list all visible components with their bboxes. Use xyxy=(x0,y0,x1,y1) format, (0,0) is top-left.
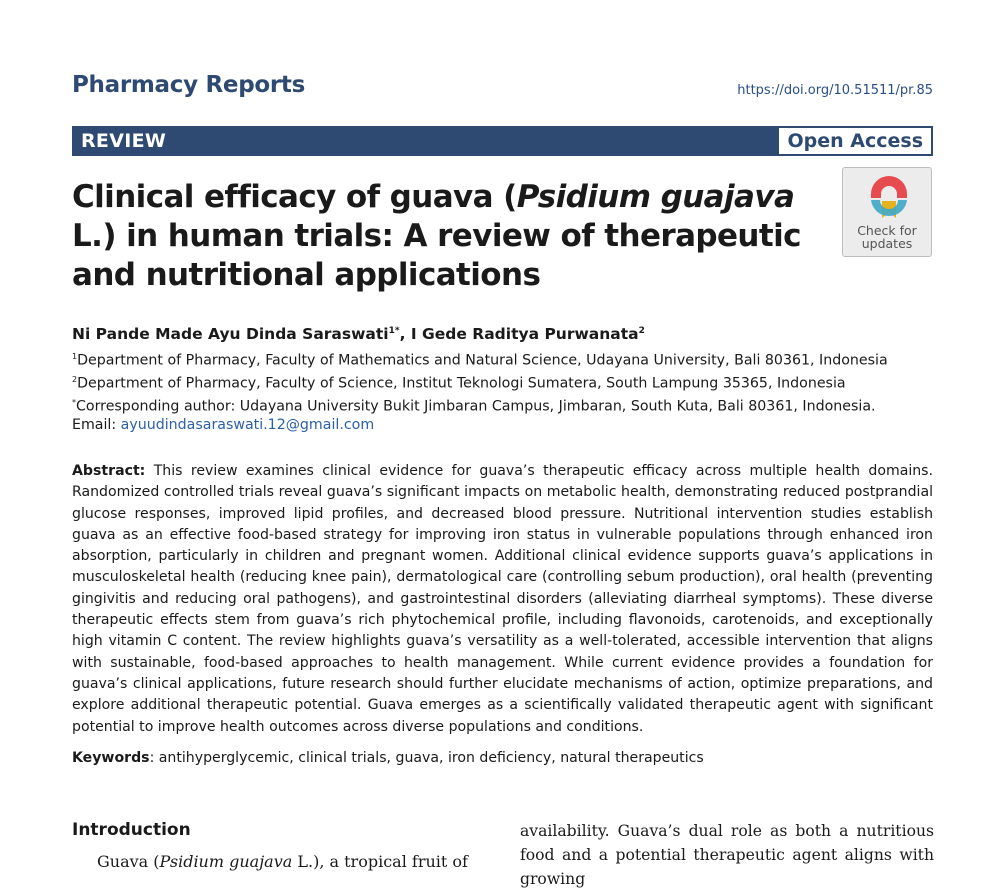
email-link[interactable]: ayuudindasaraswati.12@gmail.com xyxy=(120,417,375,433)
author-2-affiliation: 2 xyxy=(638,325,645,336)
article-type-label: REVIEW xyxy=(81,130,167,152)
email-label: Email: xyxy=(72,417,121,433)
intro-left-column: Guava (Psidium guajava L.), a tropical fruit of xyxy=(97,852,468,871)
article-type-banner xyxy=(72,126,933,156)
author-1-affiliation: 1* xyxy=(388,325,400,336)
article-title xyxy=(72,178,812,295)
intro-species: Psidium guajava xyxy=(159,852,293,871)
keywords xyxy=(72,750,704,766)
check-for-updates-label: Check for updates xyxy=(857,223,917,251)
title-part-2: L.) in human trials: A review of therapeutic and nutritional applications xyxy=(72,218,801,293)
affiliation-2: $^2$Department of Pharmacy, Faculty of Science, Institut Teknologi Sumatera, South Lampung 35365, Indonesia xyxy=(72,375,846,392)
abstract-label: Abstract: xyxy=(72,463,146,479)
author-2: I Gede Raditya Purwanata xyxy=(410,325,639,343)
title-species: Psidium guajava xyxy=(516,179,795,215)
check-for-updates-button[interactable] xyxy=(842,167,932,257)
doi-link[interactable]: https://doi.org/10.51511/pr.85 xyxy=(737,83,933,98)
author-list: Ni Pande Made Ayu Dinda Saraswati$^{1*}$, I Gede Raditya Purwanata$^2$ xyxy=(72,325,645,343)
title-part-1: Clinical efficacy of guava ( xyxy=(72,179,517,215)
journal-name: Pharmacy Reports xyxy=(72,72,306,98)
abstract-text: This review examines clinical evidence for guava’s therapeutic efficacy across multiple health domains. Randomized controlled trials reveal guava’s significant impacts on metabolic health, demonstrating reduced postprandial glucose responses, improved lipid profiles, and decreased blood pressure. Nutritional intervention studies establish guava as an effective food-based strategy for improving iron status in vulnerable populations through enhanced iron absorption, particularly in children and pregnant women. Additional clinical evidence supports guava’s applications in musculoskeletal health (reducing knee pain), dermatological care (controlling sebum production), oral health (preventing gingivitis and reducing oral pathogens), and gastrointestinal disorders (alleviating diarrheal symptoms). These diverse therapeutic effects stem from guava’s rich phytochemical profile, including flavonoids, carotenoids, and exceptionally high vitamin C content. The review highlights guava’s versatility as a well-tolerated, accessible intervention that aligns with sustainable, food-based approaches to health management. While current evidence provides a foundation for guava’s clinical applications, future research should further elucidate mechanisms of action, optimize preparations, and explore additional therapeutic potential. Guava emerges as a scientifically validated therapeutic agent with significant potential to improve health outcomes across diverse populations and conditions. xyxy=(72,463,933,735)
abstract xyxy=(72,461,933,738)
keywords-text: : antihyperglycemic, clinical trials, guava, iron deficiency, natural therapeutics xyxy=(149,750,704,766)
affiliation-1: $^1$Department of Pharmacy, Faculty of Mathematics and Natural Science, Udayana University, Bali 80361, Indonesia xyxy=(72,352,888,369)
author-1: Ni Pande Made Ayu Dinda Saraswati xyxy=(72,325,389,343)
email-line xyxy=(72,417,374,433)
intro-right-column: availability. Guava’s dual role as both a nutritious food and a potential therapeutic agent aligns with growing xyxy=(520,822,934,888)
corresponding-author: *Corresponding author: Udayana University Bukit Jimbaran Campus, Jimbaran, South Kuta, Bali 80361, Indonesia. xyxy=(72,398,876,415)
keywords-label: Keywords xyxy=(72,750,150,766)
open-access-badge: Open Access xyxy=(777,126,933,156)
crossmark-icon xyxy=(867,172,911,220)
introduction-heading: Introduction xyxy=(72,820,191,840)
